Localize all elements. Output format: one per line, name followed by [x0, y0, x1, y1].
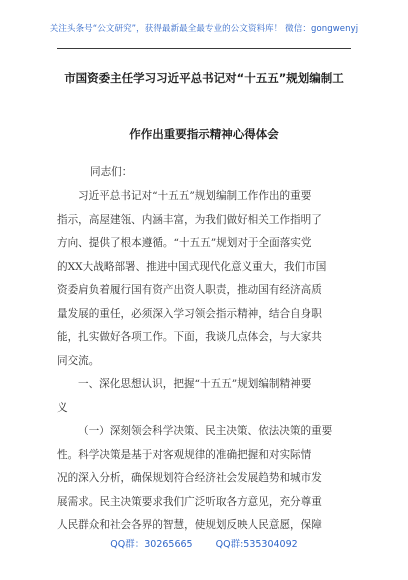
paragraph-line: 况的深入分析，确保规划符合经济社会发展趋势和城市发: [57, 472, 322, 484]
section-heading-1: [57, 373, 353, 420]
paragraph-line: 能，扎实做好各项工作。下面，我谈几点体会，与大家共: [57, 331, 322, 343]
paragraph-line: 方向、提供了根本遵循。“十五五”规划对于全面落实党: [57, 237, 312, 249]
heading-line: 义: [57, 401, 68, 414]
paragraph-line: 习近平总书记对“十五五”规划编制工作作出的重要: [78, 190, 312, 202]
salutation: 同志们：: [90, 166, 133, 178]
paragraph-2: [57, 420, 353, 538]
header-divider: [57, 48, 351, 49]
footer-qq-groups: [0, 536, 408, 550]
paragraph-line: 展需求。民主决策要求我们广泛听取各方意见，充分尊重: [57, 495, 322, 508]
paragraph-line: 指示，高屋建瓴、内涵丰富，为我们做好相关工作指明了: [57, 213, 322, 226]
heading-line: 一、深化思想认识，把握“十五五”规划编制精神要: [78, 378, 312, 390]
paragraph-line: 同交流。: [57, 354, 100, 367]
document-title-line-1: 市国资委主任学习习近平总书记对“十五五”规划编制工: [64, 71, 344, 85]
header-promo-note: 关注头条号“公文研究”，获得最新最全最专业的公文资料库！ 微信：gongwenyj: [49, 24, 359, 34]
paragraph-line: 人民群众和社会各界的智慧，使规划反映人民意愿，保障: [57, 519, 322, 531]
footer-qq-2: QQ群:535304092: [215, 539, 298, 550]
document-title-line-2: 作作出重要指示精神心得体会: [129, 127, 279, 141]
paragraph-line: 资委肩负着履行国有资产出资人职责，推动国有经济高质: [57, 284, 322, 296]
paragraph-line: 性。科学决策是基于对客观规律的准确把握和对实际情: [57, 448, 312, 461]
paragraph-line: （一）深刻领会科学决策、民主决策、依法决策的重要: [78, 425, 333, 437]
paragraph-line: 量发展的重任，必须深入学习领会指示精神，结合自身职: [57, 307, 322, 320]
paragraph-line: 的XX大战略部署、推进中国式现代化意义重大，我们市国: [57, 260, 327, 273]
footer-qq-1: QQ群：30265665: [110, 539, 193, 550]
paragraph-1: [57, 185, 353, 373]
